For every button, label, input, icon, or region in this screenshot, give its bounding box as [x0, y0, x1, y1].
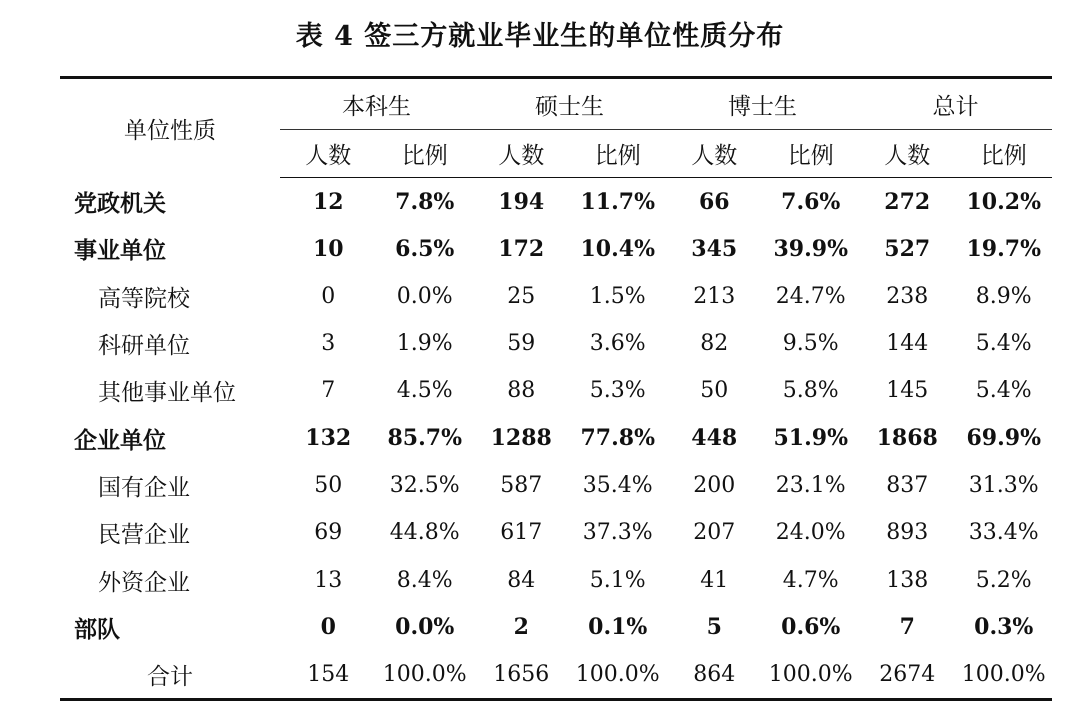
cell-value: 2674 — [859, 651, 956, 700]
row-label: 部队 — [74, 615, 120, 643]
header-group-phd: 博士生 — [666, 78, 859, 130]
header-count: 人数 — [859, 130, 956, 178]
cell-value: 207 — [693, 520, 736, 546]
cell-value: 0.6% — [781, 614, 841, 641]
cell-value: 1868 — [876, 425, 938, 452]
cell-value: 213 — [693, 283, 736, 309]
header-ratio: 比例 — [763, 130, 860, 178]
header-ratio: 比例 — [377, 130, 474, 178]
cell-value: 345 — [691, 235, 738, 262]
cell-value: 23.1% — [775, 472, 846, 498]
cell-value: 3.6% — [589, 331, 646, 357]
cell-value: 37.3% — [582, 520, 653, 546]
cell-value: 35.4% — [582, 472, 653, 498]
cell-value: 132 — [305, 425, 352, 452]
cell-value: 12 — [312, 188, 344, 215]
cell-value: 154 — [280, 651, 377, 700]
cell-value: 85.7% — [387, 425, 462, 452]
table-row-total — [60, 651, 1052, 700]
row-label: 民营企业 — [98, 522, 190, 549]
cell-value: 24.0% — [775, 520, 846, 546]
table-row — [60, 178, 1052, 226]
table-row — [60, 367, 1052, 414]
header-count: 人数 — [280, 130, 377, 178]
cell-value: 6.5% — [395, 235, 455, 262]
row-label-total: 合计 — [60, 651, 280, 700]
cell-value: 527 — [884, 235, 931, 262]
cell-value: 100.0% — [763, 651, 860, 700]
cell-value: 69.9% — [966, 425, 1041, 452]
cell-value: 44.8% — [389, 520, 460, 546]
row-label: 外资企业 — [98, 569, 190, 596]
cell-value: 172 — [498, 235, 545, 262]
cell-value: 51.9% — [773, 425, 848, 452]
cell-value: 1288 — [490, 425, 552, 452]
cell-value: 200 — [693, 472, 736, 498]
table-row — [60, 604, 1052, 651]
cell-value: 0.0% — [396, 283, 453, 309]
cell-value: 864 — [666, 651, 763, 700]
header-corner: 单位性质 — [60, 78, 280, 178]
row-label: 事业单位 — [74, 237, 166, 265]
cell-value: 13 — [314, 567, 343, 593]
cell-value: 144 — [886, 331, 929, 357]
row-label: 国有企业 — [98, 474, 190, 501]
cell-value: 5.2% — [975, 567, 1032, 593]
cell-value: 7.8% — [395, 188, 455, 215]
cell-value: 24.7% — [775, 283, 846, 309]
cell-value: 587 — [500, 472, 543, 498]
cell-value: 31.3% — [968, 472, 1039, 498]
cell-value: 194 — [498, 188, 545, 215]
cell-value: 0 — [321, 283, 336, 309]
cell-value: 66 — [698, 188, 730, 215]
header-count: 人数 — [666, 130, 763, 178]
cell-value: 0.1% — [588, 614, 648, 641]
row-label: 企业单位 — [74, 426, 166, 454]
cell-value: 0.0% — [395, 614, 455, 641]
cell-value: 7 — [899, 614, 915, 641]
header-ratio: 比例 — [570, 130, 667, 178]
table-row — [60, 414, 1052, 461]
cell-value: 32.5% — [389, 472, 460, 498]
cell-value: 5.8% — [782, 378, 839, 404]
cell-value: 10 — [312, 235, 344, 262]
row-label: 党政机关 — [74, 189, 166, 217]
cell-value: 59 — [507, 331, 536, 357]
header-count: 人数 — [473, 130, 570, 178]
distribution-table — [60, 76, 1052, 701]
cell-value: 11.7% — [580, 188, 655, 215]
cell-value: 25 — [507, 283, 536, 309]
cell-value: 100.0% — [570, 651, 667, 700]
cell-value: 893 — [886, 520, 929, 546]
table-row — [60, 225, 1052, 272]
cell-value: 617 — [500, 520, 543, 546]
table-row — [60, 320, 1052, 367]
cell-value: 33.4% — [968, 520, 1039, 546]
cell-value: 50 — [314, 472, 343, 498]
cell-value: 41 — [700, 567, 729, 593]
cell-value: 77.8% — [580, 425, 655, 452]
cell-value: 5 — [706, 614, 722, 641]
row-label: 科研单位 — [98, 333, 190, 360]
cell-value: 0 — [320, 614, 336, 641]
table-title: 表 4 签三方就业毕业生的单位性质分布 — [295, 21, 785, 52]
header-group-master: 硕士生 — [473, 78, 666, 130]
row-label: 其他事业单位 — [98, 380, 236, 407]
cell-value: 50 — [700, 378, 729, 404]
cell-value: 5.4% — [975, 378, 1032, 404]
cell-value: 1.9% — [396, 331, 453, 357]
cell-value: 8.9% — [975, 283, 1032, 309]
cell-value: 100.0% — [377, 651, 474, 700]
cell-value: 1.5% — [589, 283, 646, 309]
cell-value: 10.2% — [966, 188, 1041, 215]
cell-value: 69 — [314, 520, 343, 546]
table-row — [60, 556, 1052, 603]
cell-value: 145 — [886, 378, 929, 404]
cell-value: 4.5% — [396, 378, 453, 404]
cell-value: 2 — [513, 614, 529, 641]
cell-value: 82 — [700, 331, 729, 357]
cell-value: 448 — [691, 425, 738, 452]
cell-value: 39.9% — [773, 235, 848, 262]
cell-value: 7.6% — [781, 188, 841, 215]
header-group-undergrad: 本科生 — [280, 78, 473, 130]
cell-value: 272 — [884, 188, 931, 215]
row-label: 高等院校 — [98, 285, 190, 312]
table-row — [60, 462, 1052, 509]
cell-value: 5.3% — [589, 378, 646, 404]
cell-value: 4.7% — [782, 567, 839, 593]
cell-value: 100.0% — [956, 651, 1053, 700]
table-row — [60, 273, 1052, 320]
cell-value: 84 — [507, 567, 536, 593]
header-ratio: 比例 — [956, 130, 1053, 178]
table-row — [60, 509, 1052, 556]
cell-value: 1656 — [473, 651, 570, 700]
header-group-total: 总计 — [859, 78, 1052, 130]
cell-value: 5.4% — [975, 331, 1032, 357]
header-row-groups — [60, 78, 1052, 130]
cell-value: 837 — [886, 472, 929, 498]
cell-value: 3 — [321, 331, 336, 357]
cell-value: 19.7% — [966, 235, 1041, 262]
cell-value: 7 — [321, 378, 336, 404]
cell-value: 0.3% — [974, 614, 1034, 641]
cell-value: 5.1% — [589, 567, 646, 593]
cell-value: 10.4% — [580, 235, 655, 262]
cell-value: 88 — [507, 378, 536, 404]
cell-value: 9.5% — [782, 331, 839, 357]
cell-value: 138 — [886, 567, 929, 593]
cell-value: 8.4% — [396, 567, 453, 593]
cell-value: 238 — [886, 283, 929, 309]
